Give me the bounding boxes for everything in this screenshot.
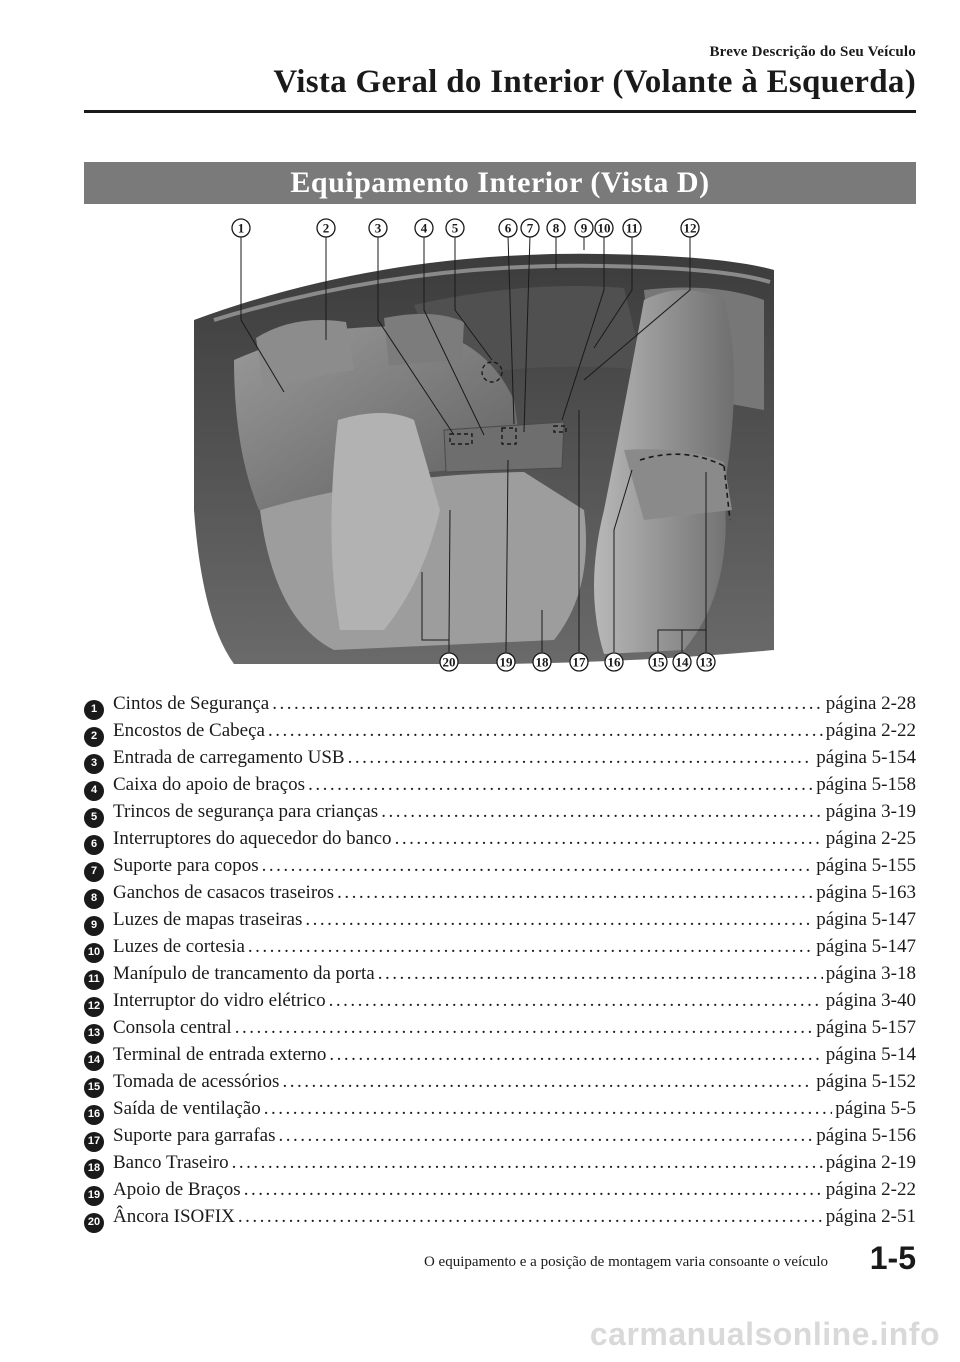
- footer-note: O equipamento e a posição de montagem varia consoante o veículo: [423, 1254, 828, 1270]
- item-page-ref: página 2-22: [825, 720, 916, 741]
- item-number-badge: 13: [84, 1024, 104, 1044]
- svg-text:2: 2: [322, 220, 330, 236]
- callout-14: [673, 653, 691, 671]
- svg-text:6: 6: [504, 220, 512, 236]
- legend-item-8: [84, 879, 916, 906]
- svg-text:1: 1: [237, 220, 245, 236]
- watermark: carmanualsonline.info: [589, 1316, 940, 1352]
- item-page-ref: página 5-157: [816, 1017, 916, 1038]
- svg-text:12: 12: [683, 220, 697, 236]
- item-number-badge: 16: [84, 1105, 104, 1125]
- item-number-badge: 11: [84, 970, 104, 990]
- item-page-ref: página 5-5: [835, 1098, 916, 1119]
- callout-3: [369, 219, 387, 237]
- svg-text:3: 3: [374, 220, 382, 236]
- legend-item-1: [84, 690, 916, 717]
- equipment-legend: [84, 690, 916, 1230]
- legend-item-20: [84, 1203, 916, 1230]
- item-page-ref: página 2-51: [825, 1206, 916, 1227]
- svg-text:18: 18: [535, 654, 549, 670]
- item-label: Suporte para copos: [113, 855, 259, 876]
- item-number-badge: 20: [84, 1213, 104, 1233]
- item-page-ref: página 3-19: [825, 801, 916, 822]
- svg-text:11: 11: [625, 220, 639, 236]
- item-label: Banco Traseiro: [113, 1152, 229, 1173]
- item-number-badge: 3: [84, 754, 104, 774]
- callout-13: [697, 653, 715, 671]
- item-number-badge: 18: [84, 1159, 104, 1179]
- svg-text:8: 8: [552, 220, 560, 236]
- legend-item-10: [84, 933, 916, 960]
- item-label: Suporte para garrafas: [113, 1125, 276, 1146]
- item-page-ref: página 3-40: [825, 990, 916, 1011]
- item-number-badge: 17: [84, 1132, 104, 1152]
- item-page-ref: página 2-25: [825, 828, 916, 849]
- legend-item-5: [84, 798, 916, 825]
- callout-20: [440, 653, 458, 671]
- callout-1: [232, 219, 250, 237]
- header-divider: [84, 110, 916, 113]
- legend-item-17: [84, 1122, 916, 1149]
- callout-18: [533, 653, 551, 671]
- item-label: Manípulo de trancamento da porta: [113, 963, 375, 984]
- item-number-badge: 10: [84, 943, 104, 963]
- section-header: Breve Descrição do Seu Veículo: [709, 44, 916, 60]
- page-number: 1-5: [869, 1240, 916, 1276]
- item-number-badge: 12: [84, 997, 104, 1017]
- svg-text:10: 10: [597, 220, 611, 236]
- item-label: Interruptor do vidro elétrico: [113, 990, 326, 1011]
- item-number-badge: 19: [84, 1186, 104, 1206]
- legend-item-12: [84, 987, 916, 1014]
- item-page-ref: página 5-158: [816, 774, 916, 795]
- svg-text:16: 16: [607, 654, 621, 670]
- item-page-ref: página 5-163: [816, 882, 916, 903]
- callout-17: [570, 653, 588, 671]
- item-number-badge: 8: [84, 889, 104, 909]
- item-number-badge: 15: [84, 1078, 104, 1098]
- callout-6: [499, 219, 517, 237]
- section-banner: Equipamento Interior (Vista D): [84, 162, 916, 204]
- item-page-ref: página 5-154: [816, 747, 916, 768]
- legend-item-18: [84, 1149, 916, 1176]
- headrest-center: [384, 314, 464, 366]
- legend-item-15: [84, 1068, 916, 1095]
- legend-item-9: [84, 906, 916, 933]
- svg-text:19: 19: [499, 654, 513, 670]
- item-page-ref: página 2-28: [825, 693, 916, 714]
- item-label: Encostos de Cabeça: [113, 720, 265, 741]
- legend-item-11: [84, 960, 916, 987]
- legend-item-2: [84, 717, 916, 744]
- callouts-top: [232, 219, 699, 237]
- item-number-badge: 6: [84, 835, 104, 855]
- item-page-ref: página 3-18: [825, 963, 916, 984]
- armrest: [444, 422, 564, 472]
- item-label: Tomada de acessórios: [113, 1071, 280, 1092]
- page-title: Vista Geral do Interior (Volante à Esquerda): [273, 64, 916, 100]
- callout-8: [547, 219, 565, 237]
- svg-text:15: 15: [651, 654, 665, 670]
- item-page-ref: página 2-19: [825, 1152, 916, 1173]
- callout-4: [415, 219, 433, 237]
- item-label: Âncora ISOFIX: [113, 1206, 235, 1227]
- legend-item-3: [84, 744, 916, 771]
- svg-text:20: 20: [442, 654, 456, 670]
- item-label: Cintos de Segurança: [113, 693, 270, 714]
- legend-item-4: [84, 771, 916, 798]
- item-label: Caixa do apoio de braços: [113, 774, 306, 795]
- item-label: Ganchos de casacos traseiros: [113, 882, 335, 903]
- legend-item-19: [84, 1176, 916, 1203]
- callout-7: [521, 219, 539, 237]
- callout-5: [446, 219, 464, 237]
- item-label: Saída de ventilação: [113, 1098, 261, 1119]
- item-number-badge: 7: [84, 862, 104, 882]
- svg-text:9: 9: [580, 220, 588, 236]
- item-label: Terminal de entrada externo: [113, 1044, 327, 1065]
- item-page-ref: página 5-152: [816, 1071, 916, 1092]
- svg-text:13: 13: [699, 654, 713, 670]
- item-number-badge: 14: [84, 1051, 104, 1071]
- item-page-ref: página 5-14: [825, 1044, 916, 1065]
- svg-text:14: 14: [675, 654, 689, 670]
- legend-item-14: [84, 1041, 916, 1068]
- item-number-badge: 4: [84, 781, 104, 801]
- svg-text:5: 5: [451, 220, 459, 236]
- svg-text:7: 7: [526, 220, 534, 236]
- legend-item-13: [84, 1014, 916, 1041]
- interior-illustration: [84, 210, 916, 688]
- item-page-ref: página 2-22: [825, 1179, 916, 1200]
- interior-figure: [84, 210, 916, 688]
- callout-19: [497, 653, 515, 671]
- callout-12: [681, 219, 699, 237]
- item-label: Trincos de segurança para crianças: [113, 801, 379, 822]
- item-page-ref: página 5-147: [816, 909, 916, 930]
- item-label: Luzes de cortesia: [113, 936, 245, 957]
- callout-11: [623, 219, 641, 237]
- callout-15: [649, 653, 667, 671]
- svg-text:17: 17: [572, 654, 586, 670]
- item-page-ref: página 5-147: [816, 936, 916, 957]
- item-number-badge: 9: [84, 916, 104, 936]
- item-page-ref: página 5-156: [816, 1125, 916, 1146]
- item-label: Entrada de carregamento USB: [113, 747, 345, 768]
- item-label: Luzes de mapas traseiras: [113, 909, 303, 930]
- legend-item-7: [84, 852, 916, 879]
- legend-item-16: [84, 1095, 916, 1122]
- callout-9: [575, 219, 593, 237]
- svg-text:4: 4: [420, 220, 428, 236]
- legend-item-6: [84, 825, 916, 852]
- callout-10: [595, 219, 613, 237]
- item-number-badge: 5: [84, 808, 104, 828]
- callout-16: [605, 653, 623, 671]
- item-page-ref: página 5-155: [816, 855, 916, 876]
- item-label: Consola central: [113, 1017, 232, 1038]
- item-number-badge: 2: [84, 727, 104, 747]
- item-label: Interruptores do aquecedor do banco: [113, 828, 392, 849]
- item-number-badge: 1: [84, 700, 104, 720]
- callout-2: [317, 219, 335, 237]
- item-label: Apoio de Braços: [113, 1179, 241, 1200]
